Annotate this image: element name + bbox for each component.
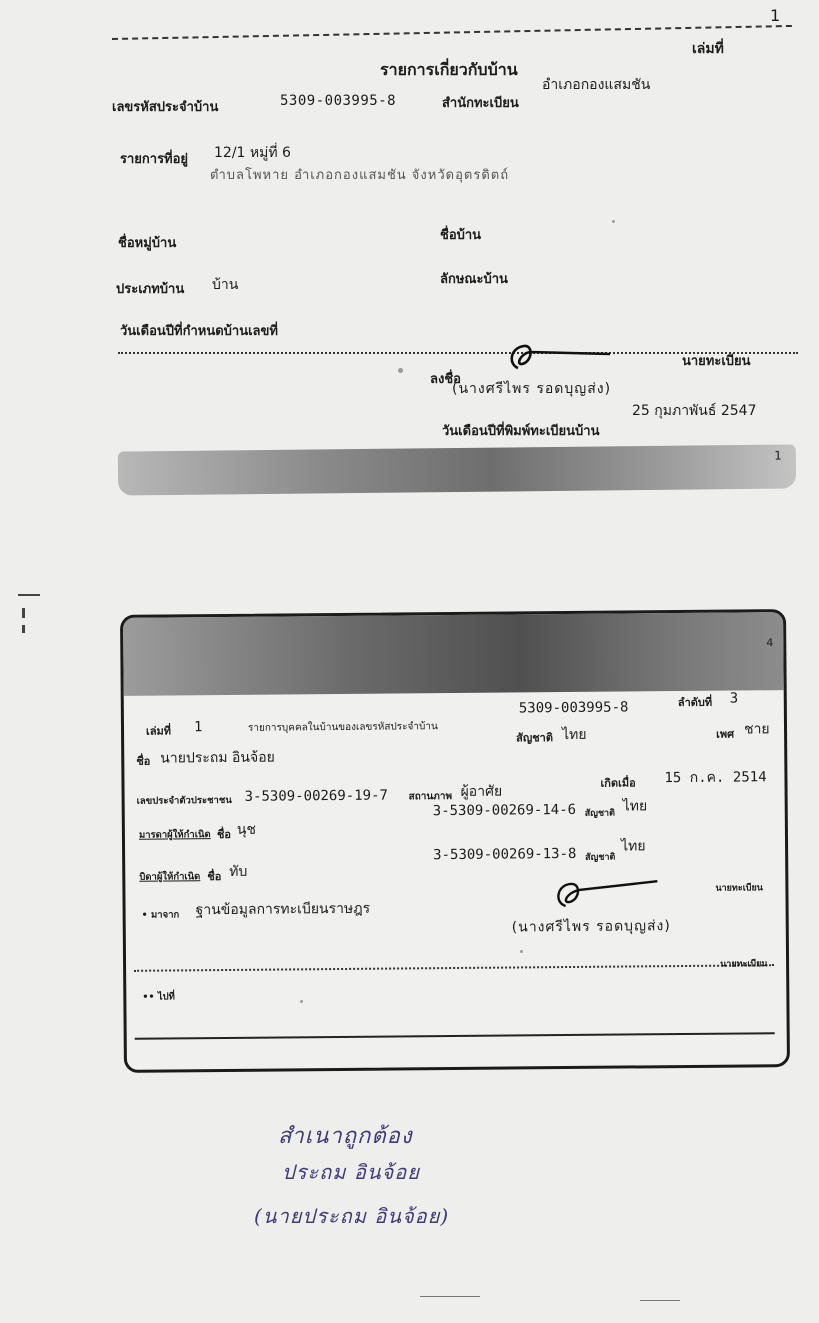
person-registrar-signature (545, 875, 665, 912)
father-nationality: ไทย (620, 838, 646, 855)
house-code-value: 5309-003995-8 (280, 93, 397, 109)
seq-no: 3 (729, 690, 739, 707)
father-label: บิดาผู้ให้กำเนิด (139, 871, 201, 883)
village-name-label: ชื่อหมู่บ้าน (118, 236, 177, 251)
father-id: 3-5309-00269-13-8 (433, 845, 577, 864)
number-date-label: วันเดือนปีที่กำหนดบ้านเลขที่ (120, 324, 278, 339)
address-line2: ตำบลโพหาย อำเภอกองแสมชัน จังหวัดอุตรดิตถ์ (210, 168, 510, 183)
person-house-code: 5309-003995-8 (518, 699, 629, 717)
person-band-number: 4 (766, 636, 774, 650)
born-label: เกิดเมื่อ (600, 776, 636, 790)
handwritten-signature-name: ประถม อินจ้อย (282, 1160, 420, 1184)
margin-mark (22, 625, 25, 633)
sex-label: เพศ (716, 727, 735, 741)
registry-value: อำเภอกองแสมชัน (542, 77, 651, 93)
card-bottom-line (135, 1032, 775, 1040)
name-label: ชื่อ (136, 754, 151, 768)
margin-mark (420, 1296, 480, 1297)
house-feature-label: ลักษณะบ้าน (440, 272, 508, 287)
speck (300, 1000, 303, 1003)
seq-label: ลำดับที่ (677, 695, 713, 710)
person-name: นายประถม อินจ้อย (160, 749, 275, 767)
speck (520, 950, 523, 953)
house-type-label: ประเภทบ้าน (116, 282, 185, 297)
from-value: ฐานข้อมูลการทะเบียนราษฎร (195, 900, 371, 919)
margin-mark (22, 608, 25, 618)
person-book-label: เล่มที่ (145, 724, 172, 738)
page-number: 1 (770, 6, 781, 25)
from-label: • มาจาก (141, 909, 180, 921)
person-list-title: รายการบุคคลในบ้านของเลขรหัสประจำบ้าน (247, 721, 438, 734)
sign-label: ลงชื่อ (430, 372, 461, 387)
house-name-label: ชื่อบ้าน (440, 228, 482, 243)
print-date-label: วันเดือนปีที่พิมพ์ทะเบียนบ้าน (442, 424, 600, 439)
person-registrar-label: นายทะเบียน (715, 883, 763, 894)
house-book-label: เล่มที่ (692, 41, 724, 57)
mother-name: นุช (236, 821, 257, 838)
mother-id: 3-5309-00269-14-6 (432, 801, 577, 820)
registrar-signature (500, 340, 630, 374)
house-record-card (112, 0, 802, 500)
print-date-value: 25 กุมภาพันธ์ 2547 (632, 403, 757, 419)
house-record-title: รายการเกี่ยวกับบ้าน (380, 60, 518, 79)
birth-date: 15 ก.ค. 2514 (664, 769, 767, 787)
mother-nationality: ไทย (622, 798, 648, 815)
address-line1: 12/1 หมู่ที่ 6 (214, 145, 291, 161)
top-dashed-rule (112, 25, 792, 40)
sex-value: ชาย (743, 721, 770, 738)
person-card-header-band (123, 612, 784, 696)
mother-label: มารดาผู้ให้กำเนิด (138, 829, 211, 841)
person-registrar-label-2: นายทะเบียน (720, 959, 768, 970)
person-record-card (120, 609, 790, 1073)
margin-mark (640, 1300, 680, 1301)
father-name-label: ชื่อ (207, 870, 222, 884)
speck (612, 220, 615, 223)
handwritten-certified-copy: สำเนาถูกต้อง (278, 1124, 413, 1149)
margin-mark (18, 594, 40, 596)
registrar-name: (นางศรีไพร รอดบุญส่ง) (452, 381, 612, 397)
handwritten-full-name: (นายประถม อินจ้อย) (254, 1204, 450, 1228)
registry-label: สำนักทะเบียน (442, 96, 519, 111)
id-number: 3-5309-00269-19-7 (244, 787, 388, 805)
mother-name-label: ชื่อ (216, 827, 232, 842)
speck (398, 368, 403, 373)
house-band-number: 1 (774, 448, 782, 463)
person-book-no: 1 (193, 719, 203, 736)
house-card-footer-band (118, 444, 796, 495)
person-registrar-name: (นางศรีไพร รอดบุญส่ง) (511, 918, 671, 936)
mother-nat-label: สัญชาติ (584, 808, 615, 819)
address-label: รายการที่อยู่ (120, 152, 189, 167)
moved-separator (134, 964, 774, 972)
house-type-value: บ้าน (212, 277, 239, 293)
status-value: ผู้อาศัย (460, 783, 503, 800)
registrar-label: นายทะเบียน (682, 354, 751, 369)
id-label: เลขประจำตัวประชาชน (136, 794, 232, 807)
father-name: ทับ (229, 863, 248, 880)
house-code-label: เลขรหัสประจำบ้าน (112, 100, 219, 115)
moved-to-label: •• ไปที่ (142, 991, 175, 1003)
nationality-label: สัญชาติ (516, 731, 554, 745)
nationality-value: ไทย (562, 726, 587, 744)
status-label: สถานภาพ (408, 791, 453, 803)
father-nat-label: สัญชาติ (585, 852, 616, 863)
